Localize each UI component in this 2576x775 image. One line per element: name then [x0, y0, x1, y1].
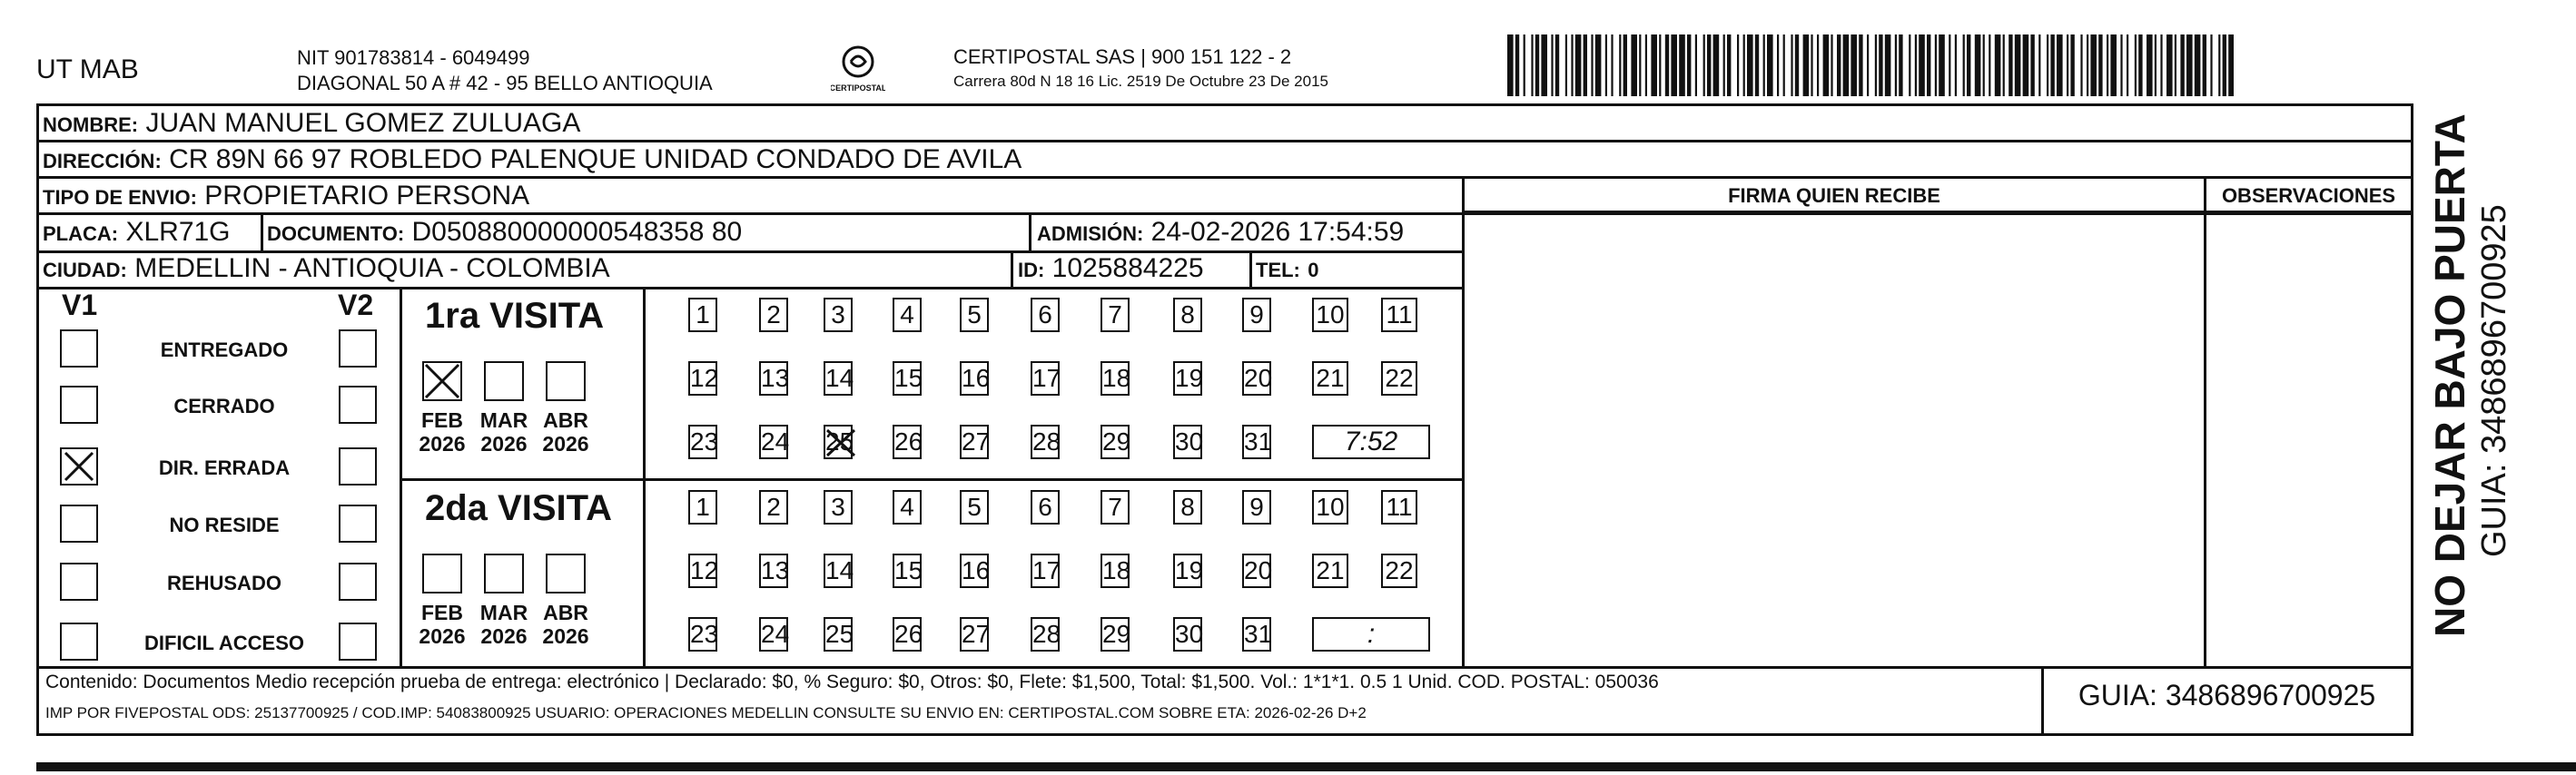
day-box[interactable]: 13: [759, 361, 788, 396]
day-box[interactable]: 9: [1242, 490, 1271, 525]
day-box[interactable]: 29: [1100, 425, 1130, 459]
day-box[interactable]: 8: [1173, 490, 1202, 525]
barcode-bar: [1659, 34, 1661, 96]
barcode: [1507, 34, 2234, 96]
barcode-bar: [2175, 34, 2176, 96]
day-box[interactable]: 24: [759, 425, 788, 459]
barcode-bar: [2003, 34, 2005, 96]
day-box[interactable]: 25: [824, 425, 853, 459]
barcode-bar: [1611, 34, 1613, 96]
barcode-bar: [2030, 34, 2034, 96]
no-dejar-warning: NO DEJAR BAJO PUERTA: [2426, 113, 2473, 637]
day-box[interactable]: 25: [824, 617, 853, 652]
day-box[interactable]: 4: [893, 298, 922, 332]
day-box[interactable]: 17: [1031, 554, 1060, 588]
day-box[interactable]: 23: [688, 425, 717, 459]
day-box[interactable]: 26: [893, 425, 922, 459]
barcode-bar: [1541, 34, 1547, 96]
v1-checkbox[interactable]: [60, 623, 98, 661]
month-checkbox[interactable]: [484, 554, 524, 594]
status-option-label: DIFICIL ACCESO: [143, 632, 304, 654]
observations-area[interactable]: [2206, 213, 2411, 666]
v2-checkbox[interactable]: [339, 505, 377, 543]
barcode-bar: [2138, 34, 2142, 96]
address-row: DIRECCIÓN: CR 89N 66 97 ROBLEDO PALENQUE UNIDAD CONDADO DE AVILA: [43, 144, 1022, 174]
barcode-bar: [1671, 34, 1677, 96]
barcode-bar: [1723, 34, 1725, 96]
barcode-bar: [2087, 34, 2088, 96]
barcode-bar: [2127, 34, 2128, 96]
v2-checkbox[interactable]: [339, 563, 377, 601]
barcode-bar: [1935, 34, 1937, 96]
day-box[interactable]: 6: [1031, 490, 1060, 525]
day-box[interactable]: 16: [960, 554, 989, 588]
day-box[interactable]: 5: [960, 298, 989, 332]
v1-checkbox[interactable]: [60, 386, 98, 424]
day-box[interactable]: 1: [688, 298, 717, 332]
day-box[interactable]: 11: [1381, 298, 1417, 332]
barcode-bar: [1515, 34, 1519, 96]
visit-title: 1ra VISITA: [425, 296, 605, 336]
company-nit: NIT 901783814 - 6049499: [297, 46, 530, 69]
courier-license: Carrera 80d N 18 16 Lic. 2519 De Octubre 23 De 2015: [953, 73, 1328, 90]
day-box[interactable]: 8: [1173, 298, 1202, 332]
day-box[interactable]: 22: [1381, 554, 1417, 588]
barcode-bar: [1565, 34, 1567, 96]
day-box[interactable]: 28: [1031, 617, 1060, 652]
barcode-bar: [2090, 34, 2097, 96]
barcode-bar: [1915, 34, 1917, 96]
barcode-bar: [1584, 34, 1587, 96]
barcode-bar: [1571, 34, 1573, 96]
company-address: DIAGONAL 50 A # 42 - 95 BELLO ANTIOQUIA: [297, 72, 713, 94]
barcode-bar: [2203, 34, 2206, 96]
barcode-bar: [2110, 34, 2117, 96]
barcode-bar: [2008, 34, 2012, 96]
day-box[interactable]: 13: [759, 554, 788, 588]
barcode-bar: [2180, 34, 2184, 96]
footer-imp: IMP POR FIVEPOSTAL ODS: 25137700925 / COD.IMP: 54083800925 USUARIO: OPERACIONES MEDELLIN CONSULTE SU ENVIO EN: CERTIPOSTAL.COM SOBRE ETA: 2026-02-26 D+2: [45, 704, 1367, 721]
barcode-bar: [1687, 34, 1691, 96]
barcode-bar: [2120, 34, 2122, 96]
barcode-bar: [1727, 34, 1731, 96]
day-box[interactable]: 11: [1381, 490, 1417, 525]
barcode-bar: [2186, 34, 2193, 96]
day-box[interactable]: 2: [759, 490, 788, 525]
barcode-bar: [2107, 34, 2108, 96]
day-box[interactable]: 15: [893, 554, 922, 588]
barcode-bar: [1524, 34, 1525, 96]
barcode-bar: [2038, 34, 2040, 96]
barcode-bar: [1651, 34, 1657, 96]
barcode-bar: [1645, 34, 1647, 96]
barcode-bar: [1591, 34, 1593, 96]
day-box[interactable]: 14: [824, 554, 853, 588]
barcode-bar: [1535, 34, 1539, 96]
barcode-bar: [1919, 34, 1925, 96]
day-box[interactable]: 12: [688, 554, 717, 588]
day-box[interactable]: 30: [1173, 617, 1202, 652]
barcode-bar: [2067, 34, 2068, 96]
v2-label: V2: [338, 289, 374, 321]
barcode-bar: [1989, 34, 1990, 96]
barcode-bar: [2218, 34, 2220, 96]
barcode-bar: [1927, 34, 1930, 96]
barcode-bar: [2050, 34, 2054, 96]
barcode-bar: [1949, 34, 1950, 96]
status-option-label: DIR. ERRADA: [158, 456, 291, 479]
barcode-bar: [1707, 34, 1711, 96]
barcode-bar: [1955, 34, 1957, 96]
day-box[interactable]: 27: [960, 425, 989, 459]
barcode-bar: [1624, 34, 1627, 96]
day-box[interactable]: 19: [1173, 361, 1202, 396]
barcode-bar: [1795, 34, 1799, 96]
barcode-bar: [2160, 34, 2162, 96]
month-label: FEB 2026: [419, 408, 466, 456]
month-checkbox[interactable]: [546, 554, 586, 594]
barcode-bar: [2223, 34, 2226, 96]
day-box[interactable]: 6: [1031, 298, 1060, 332]
month-checkbox[interactable]: [484, 361, 524, 401]
barcode-bar: [1763, 34, 1765, 96]
barcode-bar: [1747, 34, 1753, 96]
barcode-bar: [1595, 34, 1602, 96]
month-label: ABR 2026: [542, 601, 589, 648]
city-field: CIUDAD: MEDELLIN - ANTIOQUIA - COLOMBIA: [43, 253, 610, 283]
side-guia: GUIA: 3486896700925: [2475, 204, 2513, 557]
barcode-bar: [1605, 34, 1607, 96]
day-box[interactable]: 18: [1100, 554, 1130, 588]
barcode-bar: [1939, 34, 1945, 96]
day-box[interactable]: 31: [1242, 425, 1271, 459]
day-box[interactable]: 27: [960, 617, 989, 652]
barcode-bar: [1755, 34, 1759, 96]
company-name: UT MAB: [36, 54, 139, 84]
observations-header: OBSERVACIONES: [2221, 184, 2396, 207]
day-box[interactable]: 1: [688, 490, 717, 525]
v1-checkbox[interactable]: [60, 505, 98, 543]
day-box[interactable]: 10: [1312, 298, 1348, 332]
barcode-bar: [1867, 34, 1869, 96]
v1-checkbox[interactable]: [60, 447, 98, 486]
day-box[interactable]: 14: [824, 361, 853, 396]
barcode-bar: [2166, 34, 2173, 96]
barcode-bar: [1879, 34, 1882, 96]
visit-title: 2da VISITA: [425, 488, 612, 528]
barcode-bar: [1811, 34, 1812, 96]
status-option-label: NO RESIDE: [169, 514, 280, 536]
barcode-bar: [2210, 34, 2212, 96]
day-box[interactable]: 7: [1100, 490, 1130, 525]
barcode-bar: [1679, 34, 1685, 96]
day-box[interactable]: 29: [1100, 617, 1130, 652]
barcode-bar: [1575, 34, 1582, 96]
status-option-label: ENTREGADO: [160, 338, 289, 361]
month-checkbox[interactable]: [422, 361, 462, 401]
month-label: MAR 2026: [479, 601, 528, 648]
day-box[interactable]: 15: [893, 361, 922, 396]
barcode-bar: [1875, 34, 1877, 96]
day-box[interactable]: 24: [759, 617, 788, 652]
barcode-bar: [2135, 34, 2137, 96]
frame-right: [2411, 103, 2413, 736]
signature-header: FIRMA QUIEN RECIBE: [1728, 184, 1940, 207]
day-box[interactable]: 28: [1031, 425, 1060, 459]
barcode-bar: [1713, 34, 1720, 96]
day-box[interactable]: 9: [1242, 298, 1271, 332]
month-checkbox[interactable]: [546, 361, 586, 401]
barcode-bar: [2155, 34, 2157, 96]
barcode-bar: [1851, 34, 1857, 96]
barcode-bar: [1665, 34, 1669, 96]
recipient-address: CR 89N 66 97 ROBLEDO PALENQUE UNIDAD CONDADO DE AVILA: [169, 144, 1022, 174]
barcode-bar: [1895, 34, 1897, 96]
status-option-label: REHUSADO: [167, 572, 281, 594]
barcode-bar: [1507, 34, 1514, 96]
barcode-bar: [2047, 34, 2048, 96]
day-box[interactable]: 3: [824, 490, 853, 525]
day-box[interactable]: 12: [688, 361, 717, 396]
v1-label: V1: [62, 289, 98, 321]
day-box[interactable]: 17: [1031, 361, 1060, 396]
tel-field: TEL: 0: [1256, 259, 1319, 281]
v1-checkbox[interactable]: [60, 329, 98, 368]
month-checkbox[interactable]: [422, 554, 462, 594]
barcode-bar: [1703, 34, 1705, 96]
type-row: TIPO DE ENVIO: PROPIETARIO PERSONA: [43, 181, 530, 211]
barcode-bar: [1695, 34, 1697, 96]
barcode-bar: [2098, 34, 2102, 96]
barcode-bar: [2228, 34, 2234, 96]
certipostal-logo: [831, 42, 885, 96]
day-box[interactable]: 20: [1242, 554, 1271, 588]
barcode-bar: [1975, 34, 1981, 96]
day-box[interactable]: 18: [1100, 361, 1130, 396]
page-bottom-bar: [36, 762, 2576, 771]
barcode-bar: [1777, 34, 1779, 96]
month-label: FEB 2026: [419, 601, 466, 648]
barcode-bar: [2195, 34, 2201, 96]
day-box[interactable]: 19: [1173, 554, 1202, 588]
month-label: ABR 2026: [542, 408, 589, 456]
shipment-type: PROPIETARIO PERSONA: [204, 181, 530, 211]
day-box[interactable]: 31: [1242, 617, 1271, 652]
document-field: DOCUMENTO: D050880000000548358 80: [267, 217, 743, 247]
day-box[interactable]: 22: [1381, 361, 1417, 396]
month-label: MAR 2026: [479, 408, 528, 456]
v2-checkbox[interactable]: [339, 623, 377, 661]
barcode-bar: [1639, 34, 1641, 96]
barcode-bar: [2057, 34, 2063, 96]
recipient-name: JUAN MANUEL GOMEZ ZULUAGA: [145, 108, 581, 138]
time-box[interactable]: 7:52: [1312, 425, 1430, 459]
v1-checkbox[interactable]: [60, 563, 98, 601]
barcode-bar: [2147, 34, 2153, 96]
status-option-label: CERRADO: [173, 395, 275, 417]
barcode-bar: [1817, 34, 1819, 96]
barcode-bar: [1551, 34, 1553, 96]
barcode-bar: [1531, 34, 1533, 96]
name-row: NOMBRE: JUAN MANUEL GOMEZ ZULUAGA: [43, 108, 581, 138]
barcode-bar: [1885, 34, 1891, 96]
day-box[interactable]: 23: [688, 617, 717, 652]
footer-guia: GUIA: 3486896700925: [2078, 679, 2376, 711]
barcode-bar: [1843, 34, 1850, 96]
plate-field: PLACA: XLR71G: [43, 217, 231, 247]
admission-field: ADMISIÓN: 24-02-2026 17:54:59: [1037, 217, 1405, 247]
barcode-bar: [1837, 34, 1841, 96]
svg-text:CERTIPOSTAL: CERTIPOSTAL: [831, 83, 885, 93]
barcode-bar: [1631, 34, 1637, 96]
day-box[interactable]: 16: [960, 361, 989, 396]
courier-name: CERTIPOSTAL SAS | 900 151 122 - 2: [953, 45, 1292, 68]
barcode-bar: [1791, 34, 1792, 96]
barcode-bar: [1823, 34, 1830, 96]
footer-content: Contenido: Documentos Medio recepción prueba de entrega: electrónico | Declarado: $0, % Seguro: $0, Otros: $0, Flete: $1,500, Total: $1,500. Vol.: 1*1*1. 0.5 1 Unid. COD. POSTAL: 050036: [45, 672, 1659, 692]
frame-left: [36, 103, 39, 736]
barcode-bar: [1619, 34, 1621, 96]
day-box[interactable]: 2: [759, 298, 788, 332]
day-box[interactable]: 21: [1312, 361, 1348, 396]
barcode-bar: [2070, 34, 2074, 96]
v2-checkbox[interactable]: [339, 386, 377, 424]
barcode-bar: [1783, 34, 1785, 96]
barcode-bar: [1743, 34, 1745, 96]
id-field: ID: 1025884225: [1018, 253, 1204, 283]
barcode-bar: [2023, 34, 2029, 96]
day-box[interactable]: 10: [1312, 490, 1348, 525]
barcode-bar: [2080, 34, 2082, 96]
day-box[interactable]: 3: [824, 298, 853, 332]
barcode-bar: [1859, 34, 1862, 96]
barcode-bar: [1737, 34, 1739, 96]
v2-checkbox[interactable]: [339, 329, 377, 368]
barcode-bar: [1909, 34, 1910, 96]
barcode-bar: [1983, 34, 1985, 96]
time-box[interactable]: :: [1312, 617, 1430, 652]
barcode-bar: [1767, 34, 1773, 96]
v2-checkbox[interactable]: [339, 447, 377, 486]
day-box[interactable]: 26: [893, 617, 922, 652]
signature-area[interactable]: [1465, 213, 2204, 666]
barcode-bar: [2015, 34, 2021, 96]
barcode-bar: [1899, 34, 1902, 96]
barcode-bar: [1831, 34, 1832, 96]
day-box[interactable]: 30: [1173, 425, 1202, 459]
day-box[interactable]: 5: [960, 490, 989, 525]
barcode-bar: [1963, 34, 1965, 96]
barcode-bar: [1555, 34, 1559, 96]
frame-bottom: [36, 733, 2411, 736]
barcode-bar: [1803, 34, 1810, 96]
day-box[interactable]: 7: [1100, 298, 1130, 332]
day-box[interactable]: 20: [1242, 361, 1271, 396]
day-box[interactable]: 21: [1312, 554, 1348, 588]
barcode-bar: [1967, 34, 1970, 96]
day-box[interactable]: 4: [893, 490, 922, 525]
barcode-bar: [1995, 34, 2001, 96]
